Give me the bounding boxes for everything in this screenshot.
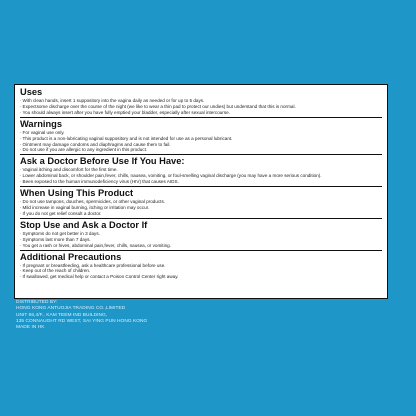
distributor-line: DISTRIBUTED BY: <box>16 300 58 305</box>
section-line: · Keep out of the reach of children. <box>20 268 382 274</box>
warnings-section <box>20 119 382 156</box>
section-line: · You should always insert after you have fully emptied your bladder, especially after sexual intercourse. <box>20 110 382 116</box>
section-line: · Vaginal itching and discomfort for the first time. <box>20 167 382 173</box>
section-line: · Expectsome discharge over the course of the night (we like to wear a thin pad to protect our undies) but understand that this is normal. <box>20 104 382 110</box>
distributor-info <box>16 300 147 331</box>
distributor-line: 135 CONNAUGHT RD WEST, SAI YING PUN HONG KONG <box>16 318 148 324</box>
section-line: · If pregnant or breastfeeding, ask a healthcare professional before use. <box>20 263 382 269</box>
section-line: · If you do not get relief consult a doctor. <box>20 211 382 217</box>
distributor-line: UNIT 66,4/F., KAM TEEM IND BUILDING, <box>16 312 108 318</box>
section-line: · With clean hands, insert 1 suppository into the vagina daily as needed or for up to 5 days. <box>20 98 382 104</box>
section-line: · Do not use tampons, douches, spermicides, or other vaginal products. <box>20 199 382 205</box>
section-line: · If swallowed, get medical help or contact a Poison Control Center right away. <box>20 274 382 280</box>
section-heading: Additional Precautions <box>20 251 122 262</box>
section-line: · You get a rash or hives, abdominal pain,fever, chills, nausea, or vomiting. <box>20 243 382 249</box>
uses-section <box>20 87 382 118</box>
section-line: · Ointment may damage condoms and diaphragms and cause them to fail. <box>20 142 382 148</box>
section-line: · Been exposed to the human immunodeficiency virus (HIV) that causes AIDS. <box>20 179 382 185</box>
distributor-line: HONG KONG ANTUOJIA TRADING CO.,LIMITED <box>16 306 126 312</box>
section-line: · Do not use if you are allergic to any ingredient in this product. <box>20 147 382 153</box>
distributor-line: MADE IN HK <box>16 325 45 331</box>
section-line: · This product is a non-lubricating vaginal suppository and is not intended for use as a personal lubricant. <box>20 136 382 142</box>
section-line: · Mild increase in vaginal burning, itching or irritation may occur. <box>20 205 382 211</box>
drug-facts-panel <box>14 84 388 299</box>
section-line: · Lower abdominal back, or shoulder pain,fever, chills, nausea, vomiting, or foul-smelling vaginal discharge (you may have a more serious condition). <box>20 173 382 179</box>
ask-doctor-before-use-section <box>20 156 382 187</box>
section-line: · Symptoms do not get better in 3 days. <box>20 231 382 237</box>
section-line: · Symptoms last more than 7 days. <box>20 237 382 243</box>
stop-use-section <box>20 220 382 251</box>
section-heading: When Using This Product <box>20 188 134 199</box>
section-heading: Uses <box>20 87 43 97</box>
section-heading: Warnings <box>20 118 63 129</box>
when-using-section <box>20 188 382 219</box>
section-heading: Stop Use and Ask a Doctor If <box>20 219 148 230</box>
additional-precautions-section <box>20 252 382 282</box>
section-heading: Ask a Doctor Before Use If You Have: <box>20 156 185 167</box>
section-line: · For vaginal use only. <box>20 130 382 136</box>
